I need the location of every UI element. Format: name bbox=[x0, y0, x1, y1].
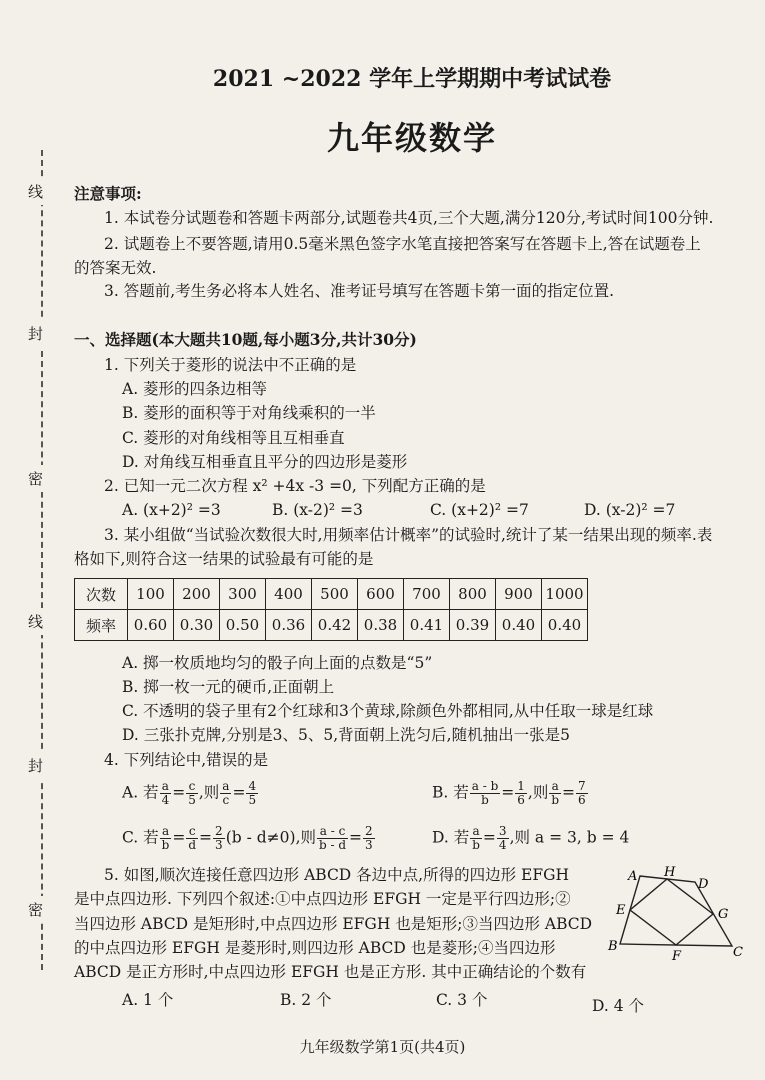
label-f: F bbox=[672, 949, 682, 964]
q4-option-b: B. 若 $\frac{a - b}{b}$ = $\frac{1}{6}$ ,则 $\frac{a}{b}$ = $\frac{7}{6}$ bbox=[432, 779, 586, 807]
fraction: $\frac{2}{3}$ bbox=[365, 824, 373, 852]
q2-option-b: B. (x-2)² =3 bbox=[272, 501, 363, 519]
fraction: $\frac{c}{5}$ bbox=[188, 779, 196, 807]
q4-a-prefix: A. 若 bbox=[122, 783, 159, 802]
notice-item-1: 1. 本试卷分试题卷和答题卡两部分,试题卷共4页,三个大题,满分120分,考试时间100分钟. bbox=[104, 209, 714, 227]
frequency-table bbox=[74, 578, 588, 641]
q1-stem: 1. 下列关于菱形的说法中不正确的是 bbox=[104, 356, 357, 374]
notice-item-3: 3. 答题前,考生务必将本人姓名、准考证号填写在答题卡第一面的指定位置. bbox=[104, 282, 615, 300]
q3-option-d: D. 三张扑克牌,分别是3、5、5,背面朝上洗匀后,随机抽出一张是5 bbox=[122, 726, 570, 744]
q4-c-prefix: C. 若 bbox=[122, 828, 159, 847]
margin-label-mi-2: 密 bbox=[28, 896, 43, 923]
fraction: $\frac{a}{b}$ bbox=[472, 824, 480, 852]
fraction: $\frac{3}{4}$ bbox=[498, 824, 507, 852]
q5-option-d: D. 4 个 bbox=[592, 997, 645, 1015]
fraction: $\frac{a}{c}$ bbox=[222, 779, 230, 807]
table-cell: 800 bbox=[450, 579, 496, 610]
q1-option-b: B. 菱形的面积等于对角线乘积的一半 bbox=[122, 404, 376, 422]
q5-line-4: 的中点四边形 EFGH 是菱形时,则四边形 ABCD 也是菱形;④当四边形 bbox=[74, 939, 556, 957]
q5-option-c: C. 3 个 bbox=[436, 991, 488, 1009]
q5-line-3: 当四边形 ABCD 是矩形时,中点四边形 EFGH 也是矩形;③当四边形 ABCD bbox=[74, 915, 593, 933]
q4-option-c: C. 若 $\frac{a}{b}$ = $\frac{c}{d}$ = $\frac{2}{3}$ (b - d≠0),则 $\frac{a - c}{b - d}$ = $\frac{2}{3}$ bbox=[122, 824, 373, 852]
fraction: $\frac{7}{6}$ bbox=[578, 779, 586, 807]
quadrilateral-figure bbox=[600, 866, 750, 966]
table-cell: 0.60 bbox=[128, 610, 174, 641]
q3-option-c: C. 不透明的袋子里有2个红球和3个黄球,除颜色外都相同,从中任取一球是红球 bbox=[122, 702, 654, 720]
fraction: $\frac{a}{4}$ bbox=[161, 779, 170, 807]
fraction: $\frac{a - b}{b}$ bbox=[471, 779, 499, 807]
table-cell: 400 bbox=[266, 579, 312, 610]
label-b: B bbox=[608, 939, 618, 954]
table-row bbox=[75, 579, 588, 610]
table-cell: 0.41 bbox=[404, 610, 450, 641]
table-cell: 0.42 bbox=[312, 610, 358, 641]
margin-label-feng-2: 封 bbox=[28, 752, 43, 779]
notice-heading: 注意事项: bbox=[74, 184, 142, 203]
q2-option-c: C. (x+2)² =7 bbox=[430, 501, 529, 519]
fraction: $\frac{4}{5}$ bbox=[248, 779, 257, 807]
q3-option-b: B. 掷一枚一元的硬币,正面朝上 bbox=[122, 678, 335, 696]
table-cell: 0.39 bbox=[450, 610, 496, 641]
q4-option-a: A. 若 $\frac{a}{4}$ = $\frac{c}{5}$ ,则 $\frac{a}{c}$ = $\frac{4}{5}$ bbox=[122, 779, 257, 807]
q4-option-d: D. 若 $\frac{a}{b}$ = $\frac{3}{4}$ ,则 a = 3, b = 4 bbox=[432, 824, 630, 852]
table-cell: 1000 bbox=[542, 579, 588, 610]
table-cell: 0.36 bbox=[266, 610, 312, 641]
table-cell: 600 bbox=[358, 579, 404, 610]
seal-dashed-line bbox=[41, 150, 43, 970]
label-h: H bbox=[664, 866, 676, 880]
label-d: D bbox=[698, 877, 709, 892]
q4-d-prefix: D. 若 bbox=[432, 828, 470, 847]
table-cell: 900 bbox=[496, 579, 542, 610]
table-cell: 0.40 bbox=[496, 610, 542, 641]
table-cell: 100 bbox=[128, 579, 174, 610]
table-header-cell: 次数 bbox=[75, 579, 128, 610]
q2-stem: 2. 已知一元二次方程 x² +4x -3 =0, 下列配方正确的是 bbox=[104, 477, 486, 495]
label-a: A bbox=[628, 869, 638, 884]
page-footer: 九年级数学第1页(共4页) bbox=[299, 1038, 466, 1056]
q2-option-a: A. (x+2)² =3 bbox=[122, 501, 221, 519]
notice-item-2-cont: 的答案无效. bbox=[74, 259, 157, 277]
label-e: E bbox=[616, 903, 626, 918]
margin-label-xian-2: 线 bbox=[28, 608, 43, 635]
fraction: $\frac{1}{6}$ bbox=[517, 779, 525, 807]
table-header-cell: 频率 bbox=[75, 610, 128, 641]
exam-title: 2021 ~2022 学年上学期期中考试试卷 bbox=[212, 66, 612, 92]
table-cell: 300 bbox=[220, 579, 266, 610]
q1-option-d: D. 对角线互相垂直且平分的四边形是菱形 bbox=[122, 453, 408, 471]
section-heading: 一、选择题(本大题共10题,每小题3分,共计30分) bbox=[74, 330, 417, 349]
q1-option-a: A. 菱形的四条边相等 bbox=[122, 380, 268, 398]
label-g: G bbox=[718, 907, 729, 922]
margin-label-mi-1: 密 bbox=[28, 465, 43, 492]
fraction: $\frac{a}{b}$ bbox=[161, 824, 170, 852]
q2-option-d: D. (x-2)² =7 bbox=[584, 501, 676, 519]
fraction: $\frac{a - c}{b - d}$ bbox=[319, 824, 347, 852]
fraction: $\frac{a}{b}$ bbox=[551, 779, 560, 807]
q5-option-a: A. 1 个 bbox=[122, 991, 174, 1009]
q3-stem-line2: 格如下,则符合这一结果的试验最有可能的是 bbox=[74, 550, 374, 568]
table-cell: 0.38 bbox=[358, 610, 404, 641]
fraction: $\frac{2}{3}$ bbox=[215, 824, 223, 852]
table-cell: 0.40 bbox=[542, 610, 588, 641]
exam-subject: 九年级数学 bbox=[326, 119, 497, 157]
table-cell: 700 bbox=[404, 579, 450, 610]
q5-option-b: B. 2 个 bbox=[280, 991, 332, 1009]
q3-stem-line1: 3. 某小组做“当试验次数很大时,用频率估计概率”的试验时,统计了某一结果出现的频率.表 bbox=[104, 526, 713, 544]
q4-b-prefix: B. 若 bbox=[432, 783, 469, 802]
table-cell: 0.50 bbox=[220, 610, 266, 641]
q4-stem: 4. 下列结论中,错误的是 bbox=[104, 751, 269, 769]
table-cell: 200 bbox=[174, 579, 220, 610]
margin-label-feng-1: 封 bbox=[28, 320, 43, 347]
fraction: $\frac{c}{d}$ bbox=[188, 824, 197, 852]
q3-option-a: A. 掷一枚质地均匀的骰子向上面的点数是“5” bbox=[122, 654, 433, 672]
notice-item-2: 2. 试题卷上不要答题,请用0.5毫米黑色签字水笔直接把答案写在答题卡上,答在试题卷上 bbox=[104, 235, 701, 253]
q1-option-c: C. 菱形的对角线相等且互相垂直 bbox=[122, 429, 345, 447]
table-cell: 500 bbox=[312, 579, 358, 610]
q5-line-5: ABCD 是正方形时,中点四边形 EFGH 也是正方形. 其中正确结论的个数有 bbox=[74, 963, 587, 981]
q5-line-2: 是中点四边形. 下列四个叙述:①中点四边形 EFGH 一定是平行四边形;② bbox=[74, 890, 571, 908]
margin-label-xian-1: 线 bbox=[28, 178, 43, 205]
q5-line-1: 5. 如图,顺次连接任意四边形 ABCD 各边中点,所得的四边形 EFGH bbox=[104, 866, 569, 884]
label-c: C bbox=[733, 945, 743, 960]
table-row bbox=[75, 610, 588, 641]
binding-margin bbox=[0, 0, 62, 1080]
table-cell: 0.30 bbox=[174, 610, 220, 641]
